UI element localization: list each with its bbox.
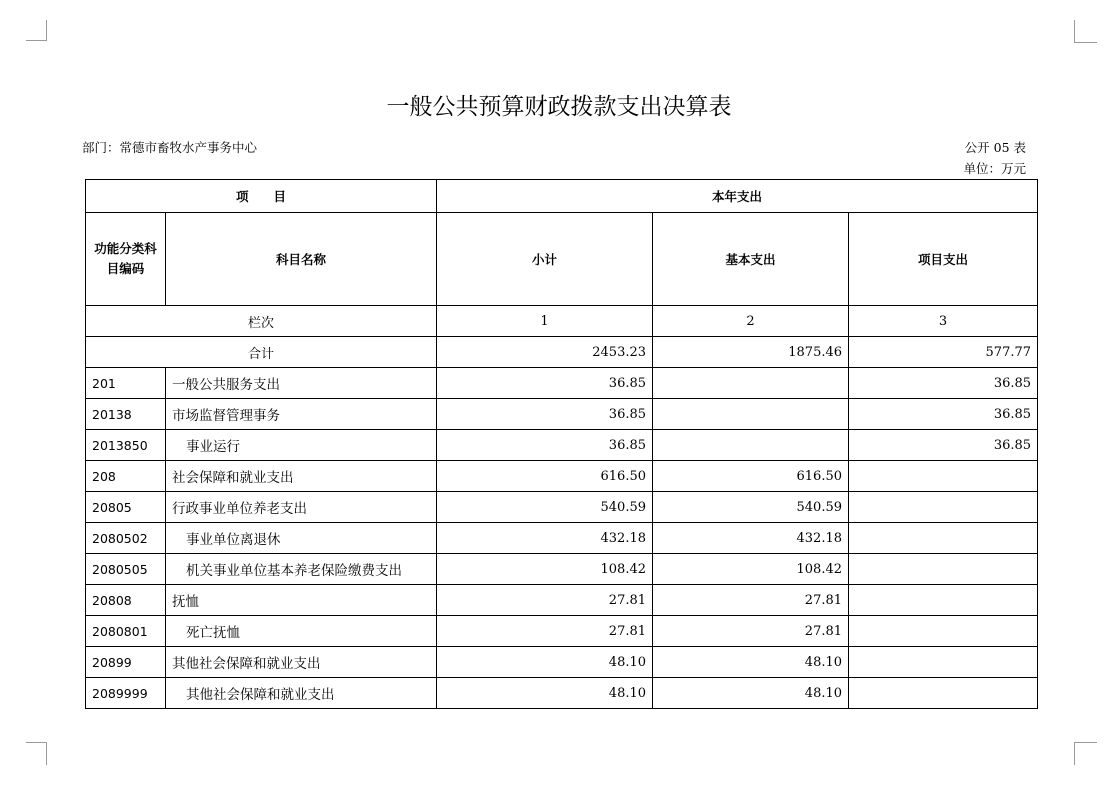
total-label: 合计 xyxy=(86,337,437,368)
row-code: 20138 xyxy=(86,399,166,430)
row-name: 一般公共服务支出 xyxy=(166,368,437,399)
row-code: 20899 xyxy=(86,647,166,678)
row-basic: 616.50 xyxy=(653,461,849,492)
row-code: 20808 xyxy=(86,585,166,616)
crop-mark-top-right xyxy=(1074,20,1097,43)
row-name: 机关事业单位基本养老保险缴费支出 xyxy=(166,554,437,585)
header-project: 项目支出 xyxy=(849,213,1038,306)
row-project: 36.85 xyxy=(849,368,1038,399)
header-item: 项 目 xyxy=(86,180,437,213)
row-subtotal: 432.18 xyxy=(437,523,653,554)
row-name: 市场监督管理事务 xyxy=(166,399,437,430)
column-index-label: 栏次 xyxy=(86,306,437,337)
row-name: 事业运行 xyxy=(166,430,437,461)
column-index-2: 2 xyxy=(653,306,849,337)
row-basic: 108.42 xyxy=(653,554,849,585)
table-row xyxy=(86,616,1038,647)
row-project: 36.85 xyxy=(849,399,1038,430)
header-subtotal: 小计 xyxy=(437,213,653,306)
row-basic: 540.59 xyxy=(653,492,849,523)
table-row xyxy=(86,585,1038,616)
row-subtotal: 36.85 xyxy=(437,430,653,461)
row-project xyxy=(849,585,1038,616)
row-subtotal: 48.10 xyxy=(437,678,653,709)
table-row xyxy=(86,678,1038,709)
column-index-1: 1 xyxy=(437,306,653,337)
header-basic: 基本支出 xyxy=(653,213,849,306)
row-basic: 48.10 xyxy=(653,678,849,709)
table-row xyxy=(86,461,1038,492)
header-current-year: 本年支出 xyxy=(437,180,1038,213)
row-basic xyxy=(653,430,849,461)
row-code: 2080801 xyxy=(86,616,166,647)
row-name: 行政事业单位养老支出 xyxy=(166,492,437,523)
table-row xyxy=(86,554,1038,585)
expenditure-table xyxy=(85,179,1038,709)
department-label: 部门：常德市畜牧水产事务中心 xyxy=(82,140,258,155)
row-code: 2013850 xyxy=(86,430,166,461)
row-project xyxy=(849,523,1038,554)
unit-label: 单位：万元 xyxy=(963,161,1026,176)
table-number: 公开 05 表 xyxy=(964,140,1026,155)
crop-mark-top-left xyxy=(26,20,47,41)
header-subject-name: 科目名称 xyxy=(166,213,437,306)
row-code: 201 xyxy=(86,368,166,399)
row-subtotal: 27.81 xyxy=(437,616,653,647)
total-basic: 1875.46 xyxy=(653,337,849,368)
row-subtotal: 108.42 xyxy=(437,554,653,585)
row-code: 2089999 xyxy=(86,678,166,709)
table-row xyxy=(86,647,1038,678)
row-basic xyxy=(653,368,849,399)
row-project xyxy=(849,554,1038,585)
row-name: 其他社会保障和就业支出 xyxy=(166,678,437,709)
row-project xyxy=(849,461,1038,492)
row-project xyxy=(849,616,1038,647)
table-row xyxy=(86,492,1038,523)
page-title: 一般公共预算财政拨款支出决算表 xyxy=(386,94,732,120)
row-subtotal: 36.85 xyxy=(437,368,653,399)
row-subtotal: 616.50 xyxy=(437,461,653,492)
row-basic: 27.81 xyxy=(653,585,849,616)
row-name: 事业单位离退休 xyxy=(166,523,437,554)
row-basic: 48.10 xyxy=(653,647,849,678)
row-project xyxy=(849,647,1038,678)
row-basic xyxy=(653,399,849,430)
row-code: 2080502 xyxy=(86,523,166,554)
row-subtotal: 36.85 xyxy=(437,399,653,430)
row-code: 20805 xyxy=(86,492,166,523)
table-row xyxy=(86,523,1038,554)
row-name: 社会保障和就业支出 xyxy=(166,461,437,492)
row-project: 36.85 xyxy=(849,430,1038,461)
row-basic: 27.81 xyxy=(653,616,849,647)
table-row xyxy=(86,399,1038,430)
crop-mark-bottom-right xyxy=(1074,742,1097,765)
row-subtotal: 48.10 xyxy=(437,647,653,678)
row-basic: 432.18 xyxy=(653,523,849,554)
header-func-code: 功能分类科目编码 xyxy=(86,213,166,306)
crop-mark-bottom-left xyxy=(26,742,47,765)
total-project: 577.77 xyxy=(849,337,1038,368)
row-code: 2080505 xyxy=(86,554,166,585)
row-subtotal: 27.81 xyxy=(437,585,653,616)
row-subtotal: 540.59 xyxy=(437,492,653,523)
row-project xyxy=(849,678,1038,709)
row-name: 抚恤 xyxy=(166,585,437,616)
row-project xyxy=(849,492,1038,523)
table-row xyxy=(86,368,1038,399)
table-row xyxy=(86,430,1038,461)
column-index-3: 3 xyxy=(849,306,1038,337)
row-code: 208 xyxy=(86,461,166,492)
row-name: 其他社会保障和就业支出 xyxy=(166,647,437,678)
row-name: 死亡抚恤 xyxy=(166,616,437,647)
total-subtotal: 2453.23 xyxy=(437,337,653,368)
